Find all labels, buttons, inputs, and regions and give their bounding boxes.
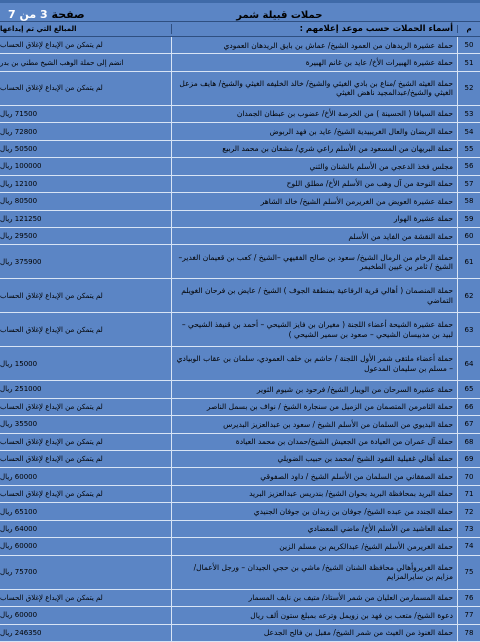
row-number: 60 [457, 228, 480, 244]
table-row [0, 399, 480, 416]
table-row [0, 381, 480, 398]
table-row [0, 279, 480, 313]
row-number: 65 [457, 381, 480, 397]
row-number: 53 [457, 106, 480, 122]
row-name: حملة المنصمان ( أهالي قرية الرفاعية بمنطقة الجوف ) الشيخ / عايض بن فرحان الغويلم التماضي [171, 279, 457, 312]
row-name: حملة عشيرة السرحان من الويبار الشيخ/ فرحود بن شيوم الثوير [171, 381, 457, 397]
row-amount: لم يتمكن من الإيداع لإغلاق الحساب [0, 455, 103, 464]
row-number: 74 [457, 538, 480, 554]
table-row [0, 228, 480, 245]
table-row [0, 37, 480, 54]
row-name: حملة الغريروأهالي محافظة الشنان الشيخ/ ماشي بن حجي الجيدان – ورجل الأعمال/ مزايم بن سايرالمزايم [171, 556, 457, 589]
page-number: 3 من 7 [8, 8, 48, 21]
row-name: حملة الجندد من عبده الشيخ/ جوفان بن زبدان بن جوفان الجنيدي [171, 503, 457, 519]
row-amount: 72800 ريال [0, 127, 38, 136]
table-row [0, 556, 480, 590]
row-number: 66 [457, 399, 480, 415]
row-amount: لم يتمكن من الإيداع لإغلاق الحساب [0, 437, 103, 446]
row-amount: 80500 ريال [0, 197, 38, 206]
table-row [0, 451, 480, 468]
row-number: 63 [457, 313, 480, 346]
row-number: 58 [457, 193, 480, 209]
table-row [0, 625, 480, 642]
row-name: حملة البريد بمحافظة البريد بحوان الشيخ/ بندريس عبدالعزيز البريد [171, 486, 457, 502]
row-number: 64 [457, 347, 480, 380]
table-row [0, 176, 480, 193]
row-amount: لم يتمكن من الإيداع لإغلاق الحساب [0, 41, 103, 50]
row-amount: 65100 ريال [0, 507, 38, 516]
table-row [0, 141, 480, 158]
row-amount: 75700 ريال [0, 568, 38, 577]
row-amount: 64000 ريال [0, 524, 38, 533]
row-name: حملة الغيثه الشيخ /مناع بن بادي الغيثي والشيخ/ خالد الخليفه الغيثي والشيخ/ هايف مزعل الغيثي والشيخ/عبدالمجيد ناهض الغيثي [171, 72, 457, 105]
row-amount: 35500 ريال [0, 420, 38, 429]
row-amount: 60000 ريال [0, 611, 38, 620]
table-row [0, 468, 480, 485]
row-amount: 246350 ريال [0, 628, 42, 637]
row-name: حملة عشيرة الهوار [171, 211, 457, 227]
row-number: 77 [457, 607, 480, 623]
row-amount: لم يتمكن من الإيداع لإغلاق الحساب [0, 593, 103, 602]
table-row [0, 72, 480, 106]
page-number-label [8, 8, 85, 21]
row-number: 76 [457, 590, 480, 606]
row-amount: 60000 ريال [0, 542, 38, 551]
row-amount: 60000 ريال [0, 472, 38, 481]
row-name: حملة المسمارمن العليان من شمر الأستاذ/ متيف بن نايف المسمار [171, 590, 457, 606]
row-name: حملة عشيرة العويض من الغريرمن الأسلم الشيخ/ خالد الشاهر [171, 193, 457, 209]
row-amount: لم يتمكن من الإيداع لإغلاق الحساب [0, 490, 103, 499]
row-number: 78 [457, 625, 480, 641]
row-number: 62 [457, 279, 480, 312]
row-name: دعوة الشيخ/ متعب بن فهد بن زويمل وترعه بمبلغ ستون ألف ريال [171, 607, 457, 623]
table-row [0, 538, 480, 555]
row-number: 67 [457, 416, 480, 432]
page-header [0, 3, 480, 21]
row-number: 50 [457, 37, 480, 53]
row-amount: لم يتمكن من الإيداع لإغلاق الحساب [0, 84, 103, 93]
table-row [0, 313, 480, 347]
row-amount: 29500 ريال [0, 232, 38, 241]
table-row [0, 590, 480, 607]
row-name: حملة البريهان من المسعود من الأسلم راعي شري/ مشعان بن محمد الربيع [171, 141, 457, 157]
column-header-amount: المبالغ التي تم إيداعها [0, 25, 77, 33]
table-header [0, 21, 480, 37]
row-name: حملة الغنوذ من الغيث من شمر الشيخ/ مقبل بن فالح الجدعل [171, 625, 457, 641]
table-row [0, 245, 480, 279]
table-row [0, 503, 480, 520]
row-name: مجلس فخذ الدعجي من الأسلم بالشنان والثني [171, 158, 457, 174]
table-row [0, 434, 480, 451]
row-number: 68 [457, 434, 480, 450]
row-name: حملة عشيرة الهبيرات الأخ/ عايد بن غانم الهبيرة [171, 54, 457, 70]
row-number: 69 [457, 451, 480, 467]
row-amount: لم يتمكن من الإيداع لإغلاق الحساب [0, 291, 103, 300]
row-name: حملة السيافا ( الحسينة ) من الخرصة الأخ/ عضوب بن عبطان الجمدان [171, 106, 457, 122]
row-number: 59 [457, 211, 480, 227]
row-name: حملة آل عمران من العيادة من الجعيش الشيخ/حمدان بن محمد العيادة [171, 434, 457, 450]
column-header-number: م [457, 25, 480, 33]
table-row [0, 607, 480, 624]
row-amount: 50500 ريال [0, 144, 38, 153]
row-number: 56 [457, 158, 480, 174]
row-number: 70 [457, 468, 480, 484]
row-name: حملة الربضان والعال الغريبيدية الشيخ/ عايد بن فهد الربوض [171, 123, 457, 139]
row-amount: 100000 ريال [0, 162, 42, 171]
page-title: حملات قبيلة شمر [236, 10, 323, 21]
row-name: حملة عشيرة الريدهان من العمود الشيخ/ عماش بن بايق الريدهان العمودي [171, 37, 457, 53]
row-name: حملة أعضاء ملتقى شمر الأول اللجنة / حاشم بن خلف العمودي، سلمان بن عقاب الوبيادي – مسلم بن سليمان المدعول [171, 347, 457, 380]
row-name: حملة الغريرمن الأسلم الشيخ/ عبدالكريم بن مسلم الزين [171, 538, 457, 554]
row-name: حملة النوحة من آل وهب من الأسلم الأخ/ مطلق اللوح [171, 176, 457, 192]
row-number: 61 [457, 245, 480, 278]
row-number: 73 [457, 521, 480, 537]
table-row [0, 193, 480, 210]
column-header-name: أسماء الحملات حسب موعد إعلامهم : [171, 24, 457, 35]
table-row [0, 54, 480, 71]
table-row [0, 123, 480, 140]
table-row [0, 158, 480, 175]
row-name: حملة العاشيد من الأسلم الأخ/ ماضي المعضادي [171, 521, 457, 537]
row-name: حملة النقشة من الفايد من الأسلم [171, 228, 457, 244]
table-row [0, 521, 480, 538]
row-name: حملة الصفقاني من السلمان من الأسلم الشيخ / داود الصفوقي [171, 468, 457, 484]
row-number: 52 [457, 72, 480, 105]
row-name: حملة أهالي غفيلية النفود الشيخ /محمد بن حبيب الضويلي [171, 451, 457, 467]
row-number: 51 [457, 54, 480, 70]
row-amount: 71500 ريال [0, 110, 38, 119]
table-row [0, 486, 480, 503]
row-number: 54 [457, 123, 480, 139]
row-name: حملة الرخام من الرمال الشيخ/ سعود بن صالح الفقيهي –الشيخ / كعب بن قعيمان الغدير–الشيخ / ثامر بن غيين الطخيمر [171, 245, 457, 278]
row-number: 71 [457, 486, 480, 502]
row-amount: 121250 ريال [0, 214, 42, 223]
row-name: حملة عشيرة الشيحة أعضاء اللجنة ( مغيران بن فايز الشيحي – أحمد بن قنيفذ الشيحي – لبيد بن مدبيسان الشيحي – صعود بن سمير الشيحي ) [171, 313, 457, 346]
row-amount: 12100 ريال [0, 179, 38, 188]
row-amount: لم يتمكن من الإيداع لإغلاق الحساب [0, 325, 103, 334]
table-row [0, 211, 480, 228]
row-number: 75 [457, 556, 480, 589]
row-name: حملة البديوي من السلمان من الأسلم الشيخ / سعود بن عبدالعزيز البديرس [171, 416, 457, 432]
table-row [0, 416, 480, 433]
row-number: 55 [457, 141, 480, 157]
row-name: حملة الثامرمن المتصمان من الزميل من سنجارة الشيخ / نواف بن بسمل الناصر [171, 399, 457, 415]
row-amount: 15000 ريال [0, 359, 38, 368]
row-number: 72 [457, 503, 480, 519]
row-amount: لم يتمكن من الإيداع لإغلاق الحساب [0, 402, 103, 411]
page-label-text: صفحة [47, 8, 85, 21]
table-row [0, 106, 480, 123]
row-number: 57 [457, 176, 480, 192]
row-amount: 251000 ريال [0, 385, 42, 394]
row-amount: 375900 ريال [0, 257, 42, 266]
table-row [0, 347, 480, 381]
table-body [0, 37, 480, 642]
row-amount: انضم إلى حملة الوهب الشيخ مطني بن بدر [0, 58, 124, 67]
